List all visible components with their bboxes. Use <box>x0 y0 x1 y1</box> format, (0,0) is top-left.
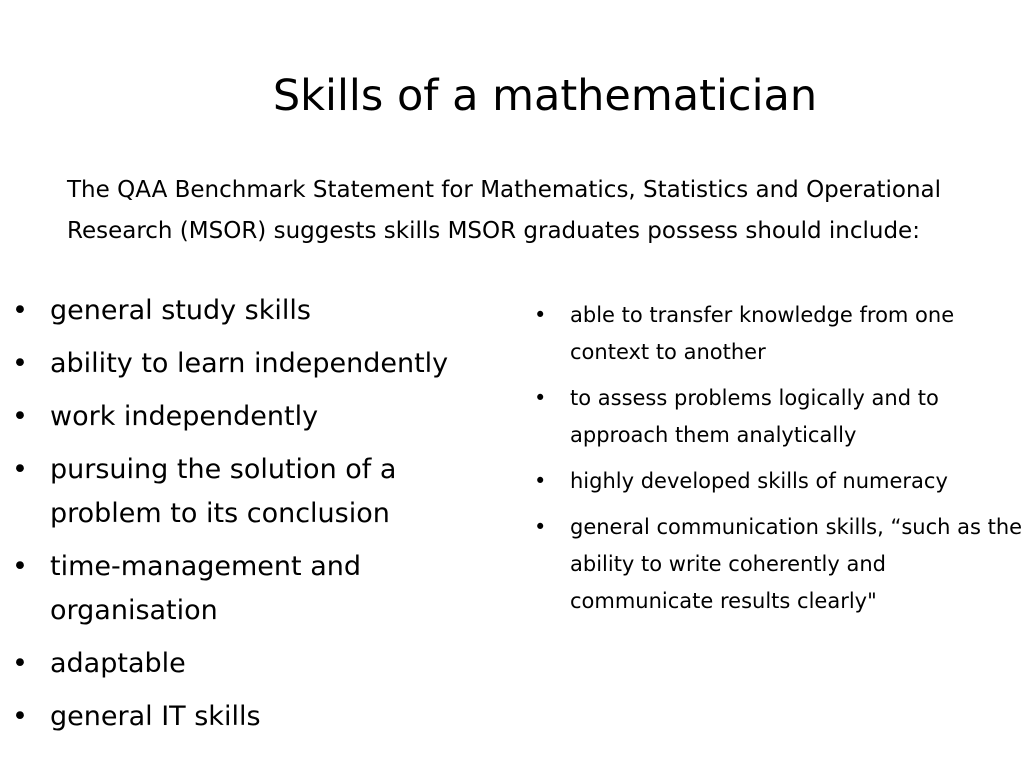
bullet-icon: • <box>12 348 28 379</box>
list-item-text: pursuing the solution of a problem to its conclusion <box>50 454 397 529</box>
bullet-icon: • <box>534 469 547 493</box>
bullet-icon: • <box>12 551 28 582</box>
list-item-text: able to transfer knowledge from one context to another <box>570 303 955 364</box>
bullet-icon: • <box>12 295 28 326</box>
intro-text: The QAA Benchmark Statement for Mathematics, Statistics and Operational Research (MSOR) suggests skills MSOR graduates possess should include: <box>67 177 942 244</box>
list-item <box>0 695 515 739</box>
list-item <box>530 463 1024 500</box>
list-item-text: general communication skills, “such as the ability to write coherently and communicate results clearly" <box>570 515 1023 613</box>
list-item <box>530 297 1024 371</box>
left-bullet-list <box>0 289 515 748</box>
bullet-icon: • <box>534 303 547 327</box>
bullet-icon: • <box>12 648 28 679</box>
list-item <box>0 342 515 386</box>
bullet-icon: • <box>534 386 547 410</box>
right-bullet-list <box>530 297 1024 629</box>
slide-title: Skills of a mathematician <box>272 71 818 121</box>
list-item-text: general IT skills <box>50 701 261 732</box>
list-item-text: time-management and organisation <box>50 551 361 626</box>
list-item-text: ability to learn independently <box>50 348 449 379</box>
list-item-text: general study skills <box>50 295 311 326</box>
bullet-icon: • <box>12 701 28 732</box>
list-item-text: adaptable <box>50 648 186 679</box>
list-item <box>530 509 1024 620</box>
list-item-text: highly developed skills of numeracy <box>570 469 948 493</box>
list-item <box>0 289 515 333</box>
list-item <box>530 380 1024 454</box>
list-item-text: to assess problems logically and to approach them analytically <box>570 386 939 447</box>
list-item <box>0 642 515 686</box>
list-item <box>0 448 515 536</box>
list-item <box>0 395 515 439</box>
list-item-text: work independently <box>50 401 319 432</box>
bullet-icon: • <box>12 401 28 432</box>
list-item <box>0 545 515 633</box>
bullet-icon: • <box>12 454 28 485</box>
bullet-icon: • <box>534 515 547 539</box>
